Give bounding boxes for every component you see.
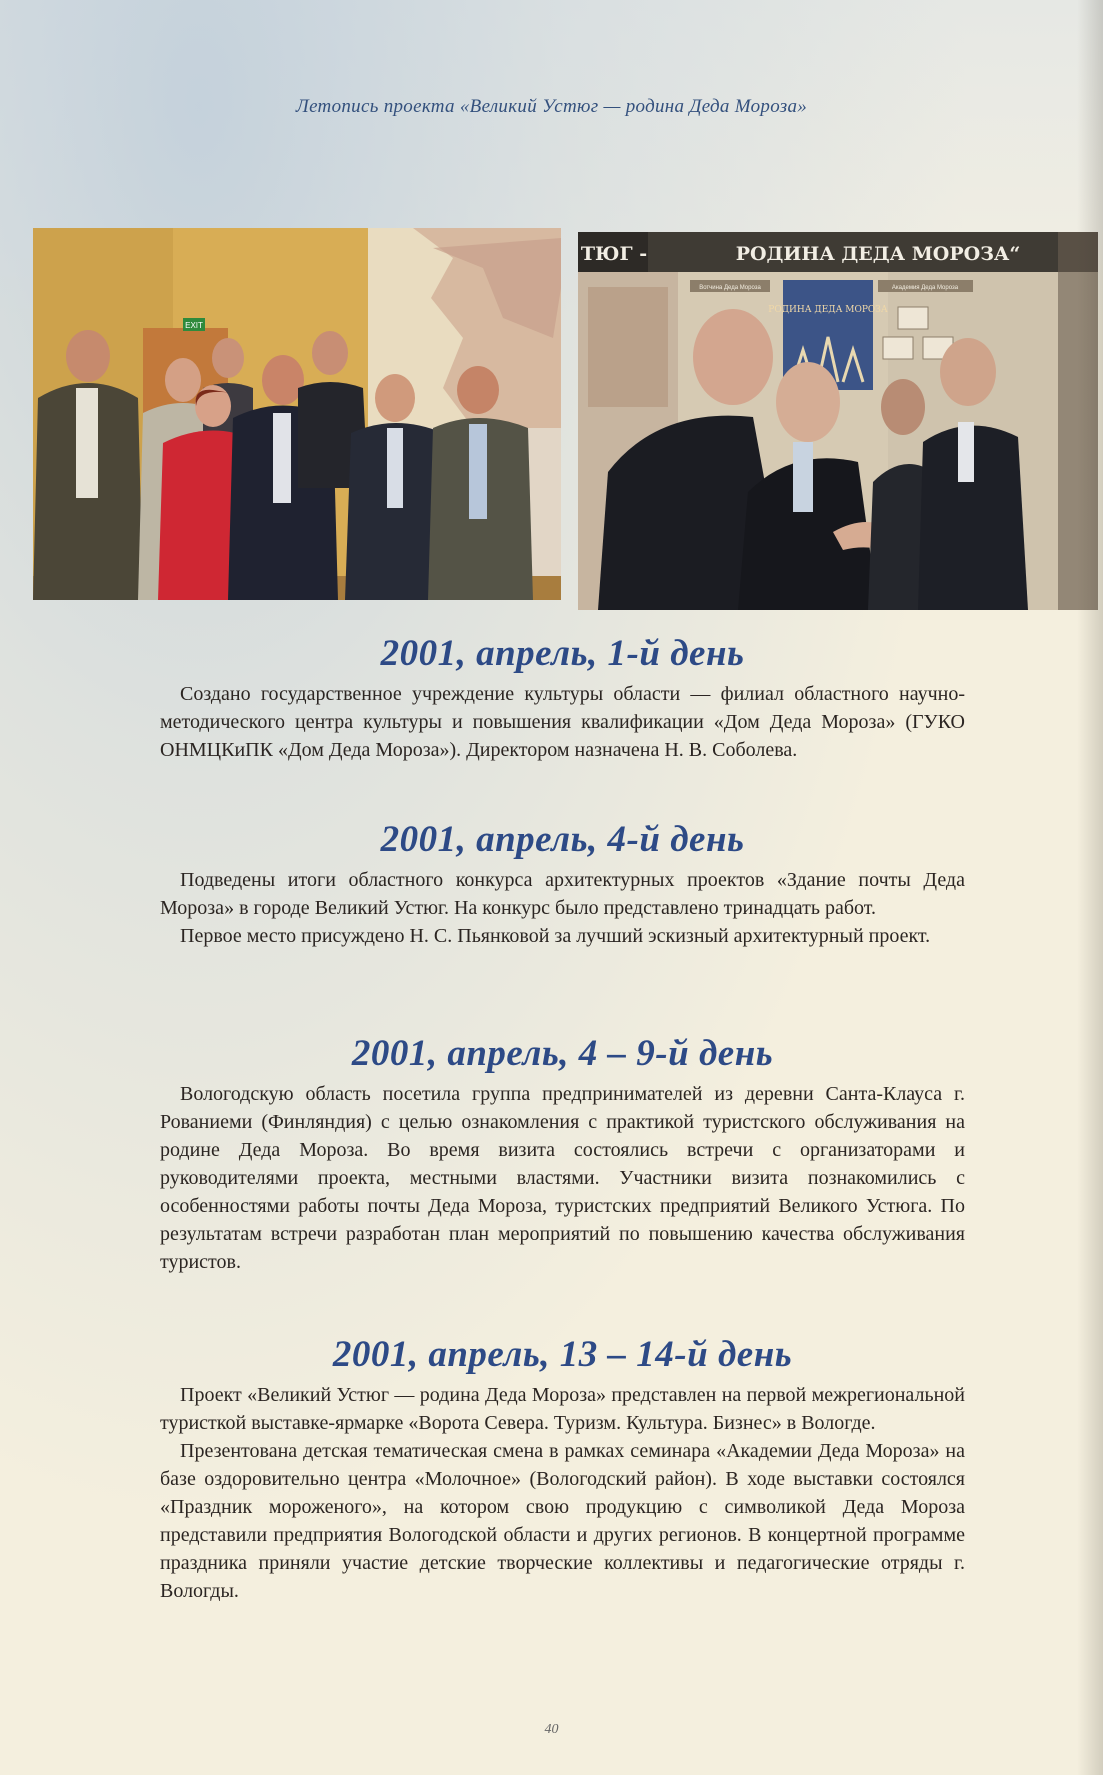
photo-group-portrait <box>33 228 561 600</box>
group-portrait-image <box>33 228 561 600</box>
entry-date-heading: 2001, апрель, 1-й день <box>380 633 745 674</box>
entry-paragraph: Подведены итоги областного конкурса архитектурных проектов «Здание почты Деда Мороза» в городе Великий Устюг. На конкурс было представлено тринадцать работ. <box>160 869 965 919</box>
page-number: 40 <box>544 1722 559 1737</box>
chronicle-entry <box>160 1333 965 1605</box>
photo-exhibition <box>578 232 1098 610</box>
entry-paragraph: Первое место присуждено Н. С. Пьянковой за лучший эскизный архитектурный проект. <box>180 925 931 947</box>
running-header: Летопись проекта «Великий Устюг — родина Деда Мороза» <box>295 96 808 117</box>
banner-text: РОДИНА ДЕДА МОРОЗА“ <box>735 243 1021 265</box>
entry-paragraph: Вологодскую область посетила группа предпринимателей из деревни Санта-Клауса г. Рованиеми (Финляндия) с целью ознакомления с практикой туристского обслуживания на родине Деда Мороза. Во время визита состоялись встречи с организаторами и руководителями проекта, местными властями. Участники визита познакомились с особенностями работы почты Деда Мороза, туристских предприятий Великого Устюга. По результатам встречи разработан план мероприятий по повышению качества обслуживания туристов. <box>160 1083 965 1273</box>
banner-fragment-text: ТЮГ - <box>580 243 648 265</box>
entry-paragraph: Проект «Великий Устюг — родина Деда Мороза» представлен на первой межрегиональной туристкой выставке-ярмарке «Ворота Севера. Туризм. Культура. Бизнес» в Вологде. <box>160 1384 965 1434</box>
chronicle-entry <box>160 1032 965 1276</box>
poster-center-label: РОДИНА ДЕДА МОРОЗА <box>768 305 888 315</box>
exhibition-image <box>578 232 1098 610</box>
entry-paragraph: Создано государственное учреждение культуры области — филиал областного научно-методического центра культуры и повышения квалификации «Дом Деда Мороза» (ГУКО ОНМЦКиПК «Дом Деда Мороза»). Директором назначена Н. В. Соболева. <box>160 683 965 761</box>
entry-paragraph: Презентована детская тематическая смена в рамках семинара «Академии Деда Мороза» на базе оздоровительно центра «Молочное» (Вологодский район). В ходе выставки состоялся «Праздник мороженого», на котором свою продукцию с символикой Деда Мороза представили предприятия Вологодской области и других регионов. В концертной программе праздника приняли участие детские творческие коллективы и педагогические отряды г. Вологды. <box>160 1440 965 1602</box>
poster-small-left-label: Вотчина Деда Мороза <box>699 285 761 291</box>
exit-sign-text: EXIT <box>185 321 203 330</box>
chronicle-entry <box>160 632 965 764</box>
entry-date-heading: 2001, апрель, 4-й день <box>380 819 745 860</box>
poster-small-right-label: Академия Деда Мороза <box>891 285 959 291</box>
chronicle-entry <box>160 818 965 950</box>
entry-date-heading: 2001, апрель, 13 – 14-й день <box>332 1334 793 1375</box>
entry-date-heading: 2001, апрель, 4 – 9-й день <box>351 1033 774 1074</box>
